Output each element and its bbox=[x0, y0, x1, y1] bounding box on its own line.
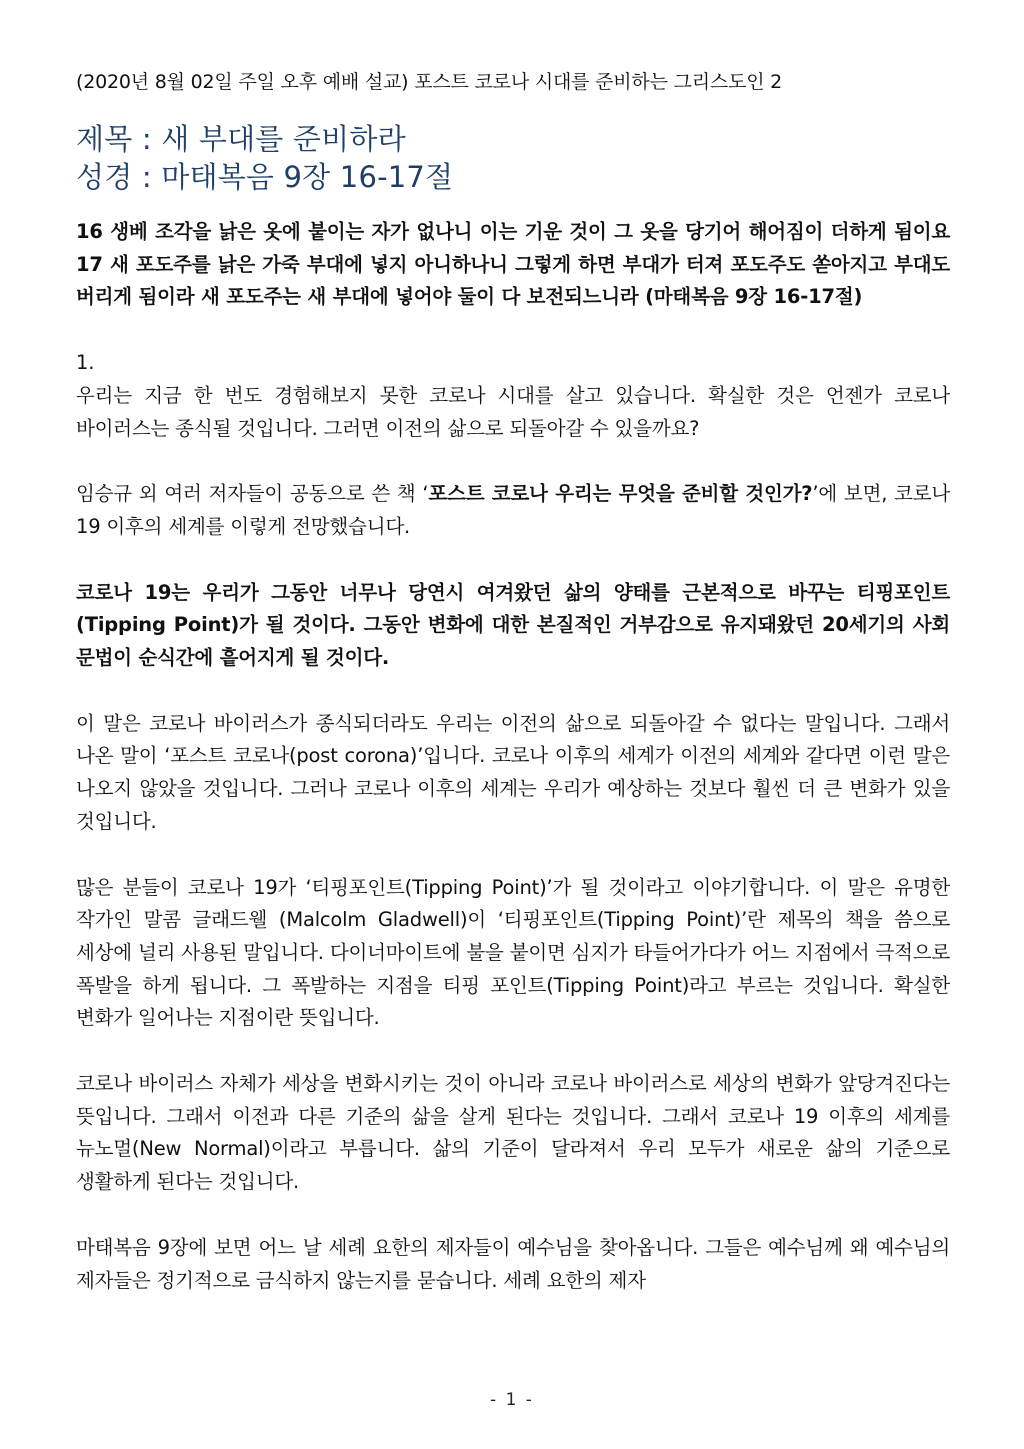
paragraph-6: 마태복음 9장에 보면 어느 날 세례 요한의 제자들이 예수님을 찾아옵니다. 그들은 예수님께 왜 예수님의 제자들은 정기적으로 금식하지 않는지를 묻습니다. 세례 요한의 제자 bbox=[76, 1235, 950, 1292]
paragraph-1: 우리는 지금 한 번도 경험해보지 못한 코로나 시대를 살고 있습니다. 확실한 것은 언젠가 코로나 바이러스는 종식될 것입니다. 그러면 이전의 삶으로 되돌아갈 수 있을까요? bbox=[76, 383, 950, 440]
paragraph-2-start: 임승규 외 여러 저자들이 공동으로 쓴 책 ‘ bbox=[76, 482, 429, 506]
scripture-reference: 성경 : 마태복음 9장 16-17절 bbox=[76, 160, 454, 194]
sermon-title: 제목 : 새 부대를 준비하라 bbox=[76, 122, 406, 156]
section-number: 1. bbox=[76, 351, 95, 375]
document-page bbox=[76, 66, 950, 1297]
quote-paragraph: 코로나 19는 우리가 그동안 너무나 당연시 여겨왔던 삶의 양태를 근본적으로 바꾸는 티핑포인트(Tipping Point)가 될 것이다. 그동안 변화에 대한 본질적인 거부감으로 유지돼왔던 20세기의 사회 문법이 순식간에 흩어지게 될 것이다. bbox=[76, 580, 950, 670]
sermon-header: (2020년 8월 02일 주일 오후 예배 설교) 포스트 코로나 시대를 준비하는 그리스도인 2 bbox=[76, 71, 783, 93]
paragraph-5: 코로나 바이러스 자체가 세상을 변화시키는 것이 아니라 코로나 바이러스로 세상의 변화가 앞당겨진다는 뜻입니다. 그래서 이전과 다른 기준의 삶을 살게 된다는 것입니다. 그래서 코로나 19 이후의 세계를 뉴노멀(New Normal)이라고 부릅니다. 삶의 기준이 달라져서 우리 모두가 새로운 삶의 기준으로 생활하게 된다는 것입니다. bbox=[76, 1072, 950, 1194]
book-title: 포스트 코로나 우리는 무엇을 준비할 것인가? bbox=[428, 482, 813, 506]
paragraph-2-end: ’에 보면, 코로나 19 이후의 세계를 이렇게 전망했습니다. bbox=[76, 482, 951, 538]
paragraph-2 bbox=[76, 478, 950, 543]
page-number: - 1 - bbox=[490, 1390, 534, 1410]
paragraph-4: 많은 분들이 코로나 19가 ‘티핑포인트(Tipping Point)’가 될 것이라고 이야기합니다. 이 말은 유명한 작가인 말콤 글래드웰 (Malcolm Gladwell)이 ‘티핑포인트(Tipping Point)’란 제목의 책을 씀으로 세상에 널리 사용된 말입니다. 다이너마이트에 불을 붙이면 심지가 타들어가다가 어느 지점에서 극적으로 폭발을 하게 됩니다. 그 폭발하는 지점을 티핑 포인트(Tipping Point)라고 부르는 것입니다. 확실한 변화가 일어나는 지점이란 뜻입니다. bbox=[76, 875, 950, 1030]
paragraph-3: 이 말은 코로나 바이러스가 종식되더라도 우리는 이전의 삶으로 되돌아갈 수 없다는 말입니다. 그래서 나온 말이 ‘포스트 코로나(post corona)’입니다. 코로나 이후의 세계가 이전의 세계와 같다면 이런 말은 나오지 않았을 것입니다. 그러나 코로나 이후의 세계는 우리가 예상하는 것보다 훨씬 더 큰 변화가 있을 것입니다. bbox=[76, 711, 950, 833]
scripture-text: 16 생베 조각을 낡은 옷에 붙이는 자가 없나니 이는 기운 것이 그 옷을 당기어 해어짐이 더하게 됨이요 17 새 포도주를 낡은 가죽 부대에 넣지 아니하나니 그렇게 하면 부대가 터져 포도주도 쏟아지고 부대도 버리게 됨이라 새 포도주는 새 부대에 넣어야 둘이 다 보전되느니라 (마태복음 9장 16-17절) bbox=[76, 220, 950, 309]
